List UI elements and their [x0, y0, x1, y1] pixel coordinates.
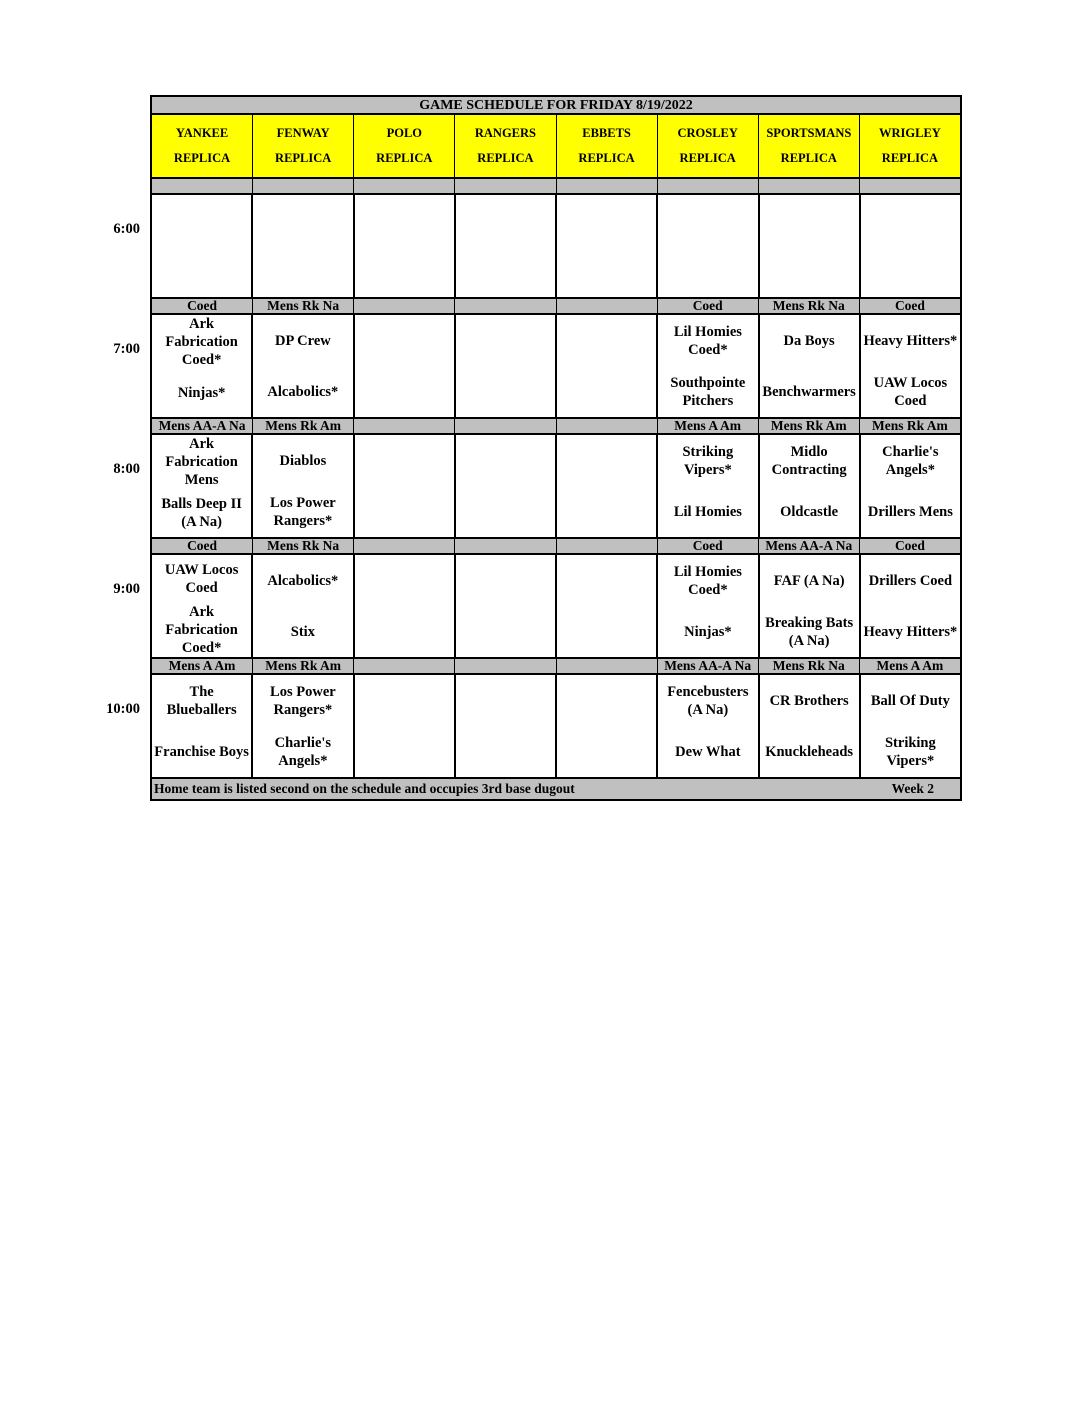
game-cell	[353, 195, 454, 297]
home-team	[557, 366, 656, 417]
game-cell	[251, 555, 352, 657]
home-team	[355, 606, 454, 657]
division-label	[353, 539, 454, 553]
away-team: Ark Fabrication Coed*	[165, 316, 238, 368]
game-cell	[555, 195, 656, 297]
home-team	[658, 246, 757, 297]
division-label	[353, 299, 454, 313]
game-cell	[353, 555, 454, 657]
away-team: Striking Vipers*	[682, 443, 734, 478]
home-team: Striking Vipers*	[884, 734, 936, 769]
field-subtitle: REPLICA	[578, 151, 635, 165]
game-cell	[251, 315, 352, 417]
schedule-footer	[150, 779, 962, 801]
game-cell	[656, 555, 757, 657]
home-team: Oldcastle	[780, 503, 839, 520]
game-cell	[859, 315, 960, 417]
schedule-table	[150, 95, 962, 801]
game-cell	[152, 435, 251, 537]
division-label	[758, 179, 859, 193]
home-team: Charlie's Angels*	[274, 734, 332, 769]
home-team	[456, 246, 555, 297]
home-team: Drillers Mens	[867, 503, 953, 520]
game-cell	[758, 555, 859, 657]
away-team: The Blueballers	[166, 683, 237, 718]
week-label: Week 2	[891, 781, 934, 796]
game-cell	[656, 315, 757, 417]
field-subtitle: REPLICA	[376, 151, 433, 165]
game-cell	[152, 315, 251, 417]
game-cell	[152, 675, 251, 777]
division-label: Coed	[859, 299, 960, 313]
home-team	[152, 246, 251, 297]
division-label	[454, 659, 555, 673]
home-team	[355, 366, 454, 417]
time-slot-row	[150, 675, 962, 779]
game-cell	[555, 675, 656, 777]
division-row	[150, 659, 962, 675]
game-cell	[251, 195, 352, 297]
division-label	[454, 299, 555, 313]
field-header-ebbets	[556, 115, 657, 177]
game-cell	[353, 435, 454, 537]
game-cell	[152, 195, 251, 297]
game-cell	[251, 675, 352, 777]
away-team	[557, 675, 656, 726]
field-subtitle: REPLICA	[679, 151, 736, 165]
game-cell	[656, 675, 757, 777]
game-cell	[454, 435, 555, 537]
away-team: Diablos	[279, 452, 327, 469]
time-slot-row	[150, 435, 962, 539]
field-name: POLO	[386, 126, 423, 140]
home-team: Ninjas*	[684, 623, 732, 640]
field-header-yankee	[152, 115, 252, 177]
away-team	[456, 555, 555, 606]
division-label	[657, 179, 758, 193]
game-cell	[656, 435, 757, 537]
home-team	[557, 726, 656, 777]
field-subtitle: REPLICA	[173, 151, 231, 165]
game-cell	[859, 555, 960, 657]
home-team: Lil Homies	[673, 503, 742, 520]
away-team: Lil Homies Coed*	[673, 323, 742, 358]
home-team	[456, 606, 555, 657]
division-label: Mens Rk Am	[252, 659, 353, 673]
division-label	[556, 659, 657, 673]
division-label: Coed	[859, 539, 960, 553]
home-team: Southpointe Pitchers	[670, 374, 746, 409]
away-team	[557, 315, 656, 366]
home-team	[355, 726, 454, 777]
away-team: Alcabolics*	[267, 572, 339, 589]
home-team: Los Power Rangers*	[270, 494, 336, 529]
away-team	[355, 675, 454, 726]
home-team: Stix	[290, 623, 315, 640]
game-cell	[555, 315, 656, 417]
game-cell	[555, 435, 656, 537]
division-label: Mens A Am	[657, 419, 758, 433]
field-name: CROSLEY	[677, 126, 738, 140]
game-cell	[454, 195, 555, 297]
time-label: 8:00	[113, 461, 140, 477]
home-team: Dew What	[675, 743, 741, 760]
field-subtitle: REPLICA	[275, 151, 332, 165]
home-team	[253, 246, 352, 297]
home-team: Knuckleheads	[765, 743, 854, 760]
away-team: Fencebusters (A Na)	[667, 683, 749, 718]
division-row	[150, 179, 962, 195]
field-header-row	[150, 115, 962, 179]
away-team: DP Crew	[275, 332, 331, 349]
division-label	[252, 179, 353, 193]
away-team: FAF (A Na)	[773, 572, 845, 589]
away-team: Charlie's Angels*	[882, 443, 939, 478]
field-header-wrigley	[859, 115, 960, 177]
time-label: 9:00	[113, 581, 140, 597]
division-label	[454, 419, 555, 433]
division-label: Mens AA-A Na	[657, 659, 758, 673]
away-team	[557, 195, 656, 246]
home-team: Ark Fabrication Coed*	[165, 604, 238, 656]
home-team: Benchwarmers	[762, 383, 856, 400]
home-team	[456, 486, 555, 537]
division-label	[556, 539, 657, 553]
away-team	[355, 315, 454, 366]
division-label	[353, 419, 454, 433]
game-cell	[859, 435, 960, 537]
home-team	[557, 606, 656, 657]
division-label: Mens A Am	[859, 659, 960, 673]
away-team	[658, 195, 757, 246]
schedule-title: GAME SCHEDULE FOR FRIDAY 8/19/2022	[150, 95, 962, 115]
field-header-fenway	[252, 115, 353, 177]
time-slot-row	[150, 315, 962, 419]
field-name: SPORTSMANS	[766, 126, 852, 140]
away-team	[355, 435, 454, 486]
field-name: EBBETS	[582, 126, 631, 140]
division-label	[859, 179, 960, 193]
game-cell	[555, 555, 656, 657]
home-team	[355, 246, 454, 297]
field-name: RANGERS	[474, 126, 536, 140]
field-header-crosley	[657, 115, 758, 177]
away-team: Da Boys	[783, 332, 835, 349]
game-cell	[859, 195, 960, 297]
away-team	[557, 435, 656, 486]
field-name: WRIGLEY	[879, 126, 941, 140]
game-cell	[758, 675, 859, 777]
away-team: Drillers Coed	[868, 572, 953, 589]
time-slot-row	[150, 555, 962, 659]
away-team: Ark Fabrication Mens	[165, 436, 238, 488]
footer-note: Home team is listed second on the schedule and occupies 3rd base dugout	[154, 781, 575, 796]
away-team	[253, 195, 352, 246]
away-team: CR Brothers	[769, 692, 849, 709]
division-row	[150, 419, 962, 435]
away-team: Lil Homies Coed*	[673, 563, 742, 598]
division-label: Mens AA-A Na	[758, 539, 859, 553]
division-label: Mens Rk Am	[758, 419, 859, 433]
field-subtitle: REPLICA	[881, 151, 939, 165]
home-team: Franchise Boys	[154, 743, 249, 760]
home-team: UAW Locos Coed	[873, 374, 948, 409]
game-cell	[353, 315, 454, 417]
time-slot-row	[150, 195, 962, 299]
game-cell	[152, 555, 251, 657]
division-label	[556, 419, 657, 433]
home-team	[355, 486, 454, 537]
away-team	[355, 195, 454, 246]
home-team	[760, 246, 859, 297]
division-label: Mens Rk Am	[859, 419, 960, 433]
home-team	[456, 726, 555, 777]
game-cell	[656, 195, 757, 297]
away-team	[760, 195, 859, 246]
division-label	[556, 299, 657, 313]
game-cell	[454, 555, 555, 657]
away-team	[456, 675, 555, 726]
division-label	[152, 179, 252, 193]
away-team: UAW Locos Coed	[164, 562, 239, 596]
time-label: 6:00	[113, 221, 140, 237]
home-team	[557, 246, 656, 297]
game-cell	[251, 435, 352, 537]
game-cell	[454, 675, 555, 777]
away-team: Midlo Contracting	[771, 443, 847, 478]
time-label: 7:00	[113, 341, 140, 357]
division-label	[556, 179, 657, 193]
schedule-body	[150, 179, 962, 779]
field-subtitle: REPLICA	[780, 151, 837, 165]
away-team	[557, 555, 656, 606]
field-header-rangers	[454, 115, 555, 177]
division-label	[353, 659, 454, 673]
field-subtitle: REPLICA	[477, 151, 534, 165]
field-header-sportsmans	[758, 115, 859, 177]
home-team: Ninjas*	[177, 385, 226, 401]
away-team	[456, 435, 555, 486]
division-label: Mens Rk Na	[758, 659, 859, 673]
home-team: Heavy Hitters*	[863, 623, 958, 640]
game-cell	[353, 675, 454, 777]
division-label: Mens AA-A Na	[158, 419, 246, 433]
division-label: Mens Rk Am	[252, 419, 353, 433]
field-name: YANKEE	[175, 126, 229, 140]
division-label	[353, 179, 454, 193]
game-cell	[758, 195, 859, 297]
away-team	[456, 315, 555, 366]
game-cell	[859, 675, 960, 777]
time-label: 10:00	[106, 701, 140, 717]
game-cell	[758, 435, 859, 537]
division-label: Mens A Am	[168, 659, 236, 673]
home-team	[861, 246, 960, 297]
home-team: Breaking Bats (A Na)	[765, 614, 854, 649]
division-label	[454, 179, 555, 193]
field-header-polo	[353, 115, 454, 177]
away-team: Ball Of Duty	[870, 692, 950, 709]
home-team	[456, 366, 555, 417]
away-team: Los Power Rangers*	[270, 683, 336, 718]
division-label: Mens Rk Na	[252, 299, 353, 313]
division-label: Coed	[187, 299, 218, 313]
home-team: Balls Deep II (A Na)	[161, 496, 242, 530]
home-team: Alcabolics*	[267, 383, 339, 400]
game-cell	[758, 315, 859, 417]
division-label: Coed	[657, 539, 758, 553]
away-team	[456, 195, 555, 246]
field-name: FENWAY	[276, 126, 330, 140]
away-team	[861, 195, 960, 246]
division-label: Coed	[187, 539, 218, 553]
division-label: Coed	[657, 299, 758, 313]
home-team	[557, 486, 656, 537]
division-row	[150, 539, 962, 555]
division-label	[454, 539, 555, 553]
division-row	[150, 299, 962, 315]
division-label: Mens Rk Na	[758, 299, 859, 313]
game-cell	[454, 315, 555, 417]
away-team	[355, 555, 454, 606]
away-team	[152, 195, 251, 246]
away-team: Heavy Hitters*	[863, 332, 958, 349]
division-label: Mens Rk Na	[252, 539, 353, 553]
